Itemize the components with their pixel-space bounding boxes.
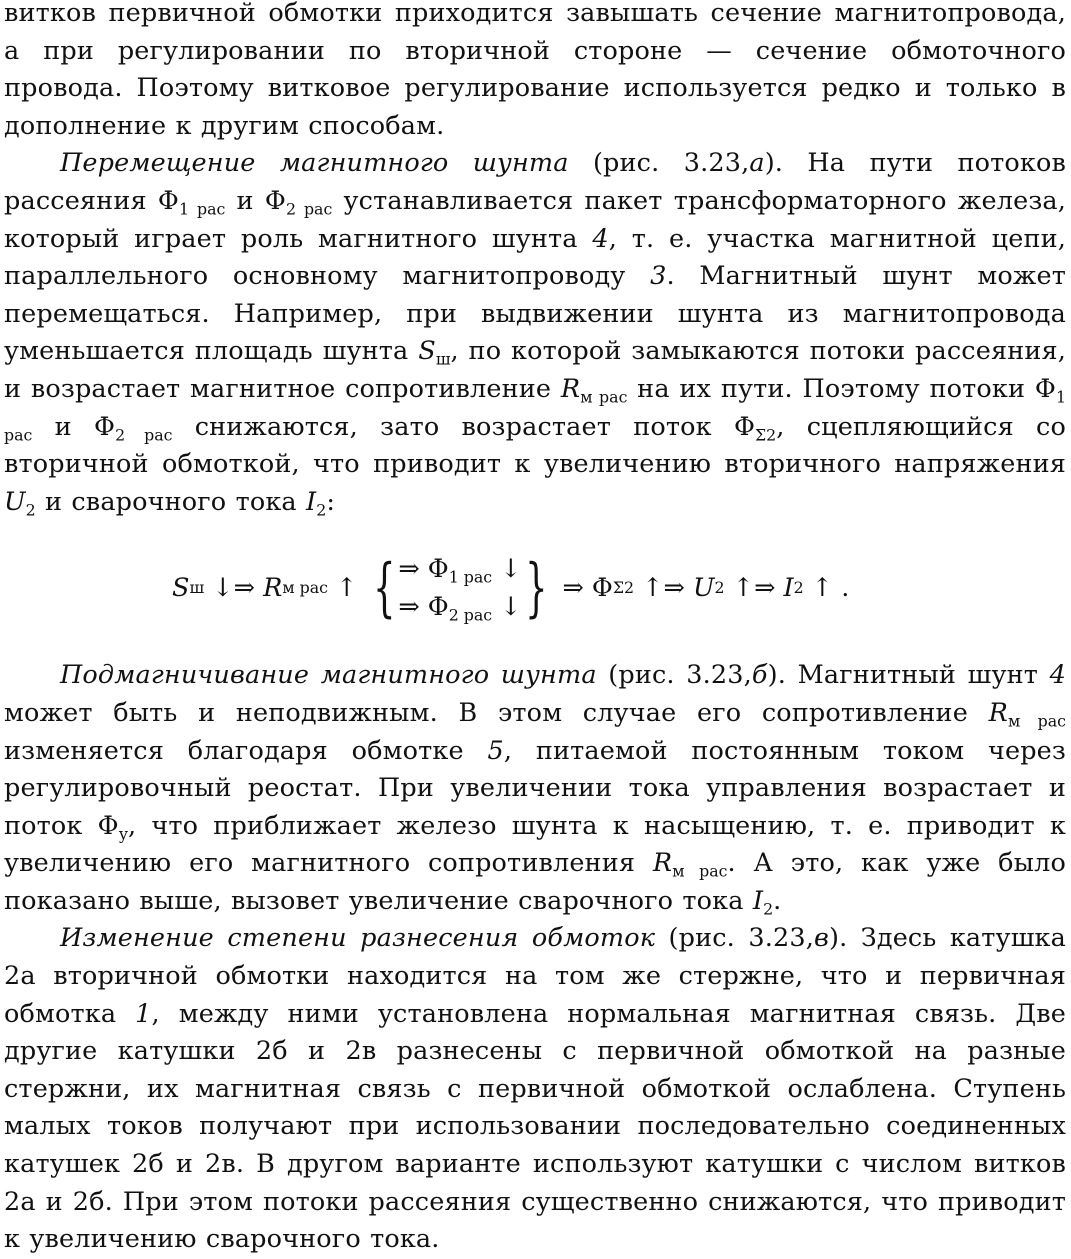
section-title-winding-separation: Изменение степени разнесения обмоток (60, 923, 656, 954)
formula-row-2: ⇒ $\Phi_{2 рас}$ ↓ (398, 592, 522, 625)
formula-shunt-effect (4, 521, 1066, 657)
section-title-shunt-movement: Перемещение магнитного шунта (60, 148, 569, 179)
section-title-shunt-magnetization: Подмагничивание магнитного шунта (60, 660, 597, 691)
paragraph-magnetic-shunt-movement: Перемещение магнитного шунта (рис. 3.23,а). На пути потоков рассеяния $\Phi_{1 рас}$ и $\Phi_{2 рас}$ устанавливается пакет трансформаторного железа, который играет роль магнитного шунта 4, т. е. участка магнитной цепи, параллельного основному магнитопроводу 3. Магнитный шунт может перемещаться. Например, при выдвижении шунта из магнитопровода уменьшается площадь шунта $S_ш$, по которой замыкаются потоки рассеяния, и возрастает магнитное сопротивление $R_{м рас}$ на их пути. Поэтому потоки $\Phi_{1 рас}$ и $\Phi_{2 рас}$ снижаются, зато возрастает поток $\Phi_{\Sigma 2}$, сцепляющийся со вторичной обмоткой, что приводит к увеличению вторичного напряжения $U_2$ и сварочного тока $I_2$: (4, 148, 1067, 520)
paragraph-winding-separation: Изменение степени разнесения обмоток (рис. 3.23,в). Здесь катушка 2а вторичной обмотки находится на том же стержне, что и первичная обмотка 1, между ними установлена нормальная магнитная связь. Две другие катушки 2б и 2в разнесены с первичной обмоткой на разные стержни, их магнитная связь с первичной обмоткой ослаблена. Ступень малых токов получают при использовании последовательно соединенных катушек 2б и 2в. В другом варианте используют катушки с числом витков 2а и 2б. При этом потоки рассеяния существенно снижаются, что приводит к увеличению сварочного тока. (4, 923, 1066, 1255)
document-page (4, 0, 1066, 1259)
formula-brace-group (370, 550, 551, 626)
paragraph-shunt-magnetization: Подмагничивание магнитного шунта (рис. 3.23,б). Магнитный шунт 4 может быть и неподвижным. В этом случае его сопротивление $R_{м рас}$ изменяется благодаря обмотке 5, питаемой постоянным током через регулировочный реостат. При увеличении тока управления возрастает и поток $\Phi_у$, что приближает железо шунта к насыщению, т. е. приводит к увеличению его магнитного сопротивления $R_{м рас}$. А это, как уже было показано выше, вызовет увеличение сварочного тока $I_2$. (4, 660, 1067, 919)
formula-expression: S ш ↓⇒ R м рас ↑ { ⇒ $\Phi_{1 рас}$ ↓ ⇒ $\Phi_{2 рас}$ ↓ } ⇒ Φ Σ2 ↑⇒ U 2 ↑⇒ I 2 ↑ . (172, 551, 850, 626)
formula-row-1: ⇒ $\Phi_{1 рас}$ ↓ (398, 554, 522, 587)
paragraph-text: витков первичной обмотки приходится завышать сечение магнитопровода, а при регулировании по вторичной стороне — сечение обмоточного провода. Поэтому витковое регулирование используется редко и только в дополнение к другим способам. (4, 0, 1066, 141)
right-brace-icon: } (524, 551, 548, 626)
paragraph-winding-regulation (4, 0, 1066, 145)
left-brace-icon: { (372, 551, 396, 626)
